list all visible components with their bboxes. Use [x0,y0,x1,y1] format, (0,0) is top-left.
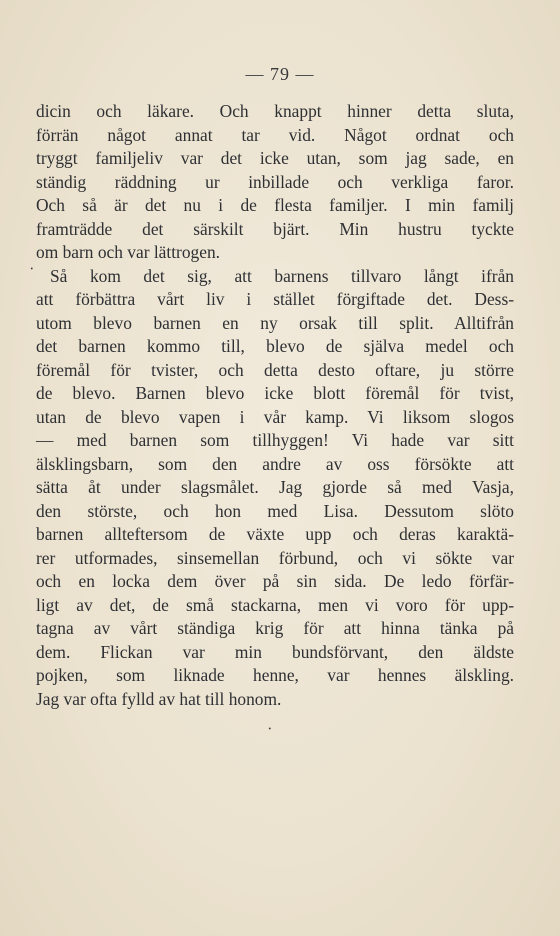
text-line: rer utformades, sinsemellan förbund, och vi sökte var [36,547,514,568]
text-line: ständig räddning ur inbillade och verkliga faror. [36,171,514,192]
text-line: om barn och var lättrogen. [36,242,220,262]
text-line: förrän något annat tar vid. Något ordnat och [36,124,514,145]
text-line: tryggt familjeliv var det icke utan, som jag sade, en [36,148,514,168]
page-number: — 79 — [245,64,315,84]
print-speck: • [268,726,272,733]
text-line: Jag var ofta fylld av hat till honom. [36,688,282,709]
text-line: ligt av det, de små stackarna, men vi voro för upp- [36,594,514,615]
text-line: föremål för tvister, och detta desto oftare, ju större [36,359,514,380]
text-line: de blevo. Barnen blevo icke blott föremål för tvist, [36,383,514,403]
text-line: tagna av vårt ständiga krig för att hinna tänka på [36,618,514,638]
print-speck: • [30,266,34,273]
text-line: älsklingsbarn, som den andre av oss försökte att [36,453,514,474]
text-line: — med barnen som tillhyggen! Vi hade var sitt [36,430,514,450]
text-line: sätta åt under slagsmålet. Jag gjorde så med Vasja, [36,477,514,497]
text-line: utan de blevo vapen i vår kamp. Vi liksom slogos [36,406,514,427]
text-line: framträdde det särskilt bjärt. Min hustru tyckte [36,218,514,239]
text-line: dicin och läkare. Och knappt hinner detta sluta, [36,101,514,121]
body-text [36,100,514,711]
text-line: och en locka dem över på sin sida. De ledo förfär- [36,571,514,591]
text-line: den störste, och hon med Lisa. Dessutom slöto [36,500,514,521]
text-line: dem. Flickan var min bundsförvant, den äldste [36,641,514,662]
text-line: barnen allteftersom de växte upp och deras karaktä- [36,524,514,544]
text-line: Och så är det nu i de flesta familjer. I min familj [36,195,514,215]
text-line: pojken, som liknade henne, var hennes älskling. [36,665,514,685]
text-line: Så kom det sig, att barnens tillvaro långt ifrån [50,265,514,286]
text-line: att förbättra vårt liv i stället förgiftade det. Dess- [36,289,514,309]
text-line: det barnen kommo till, blevo de själva medel och [36,336,514,356]
text-line: utom blevo barnen en ny orsak till split. Alltifrån [36,312,514,333]
